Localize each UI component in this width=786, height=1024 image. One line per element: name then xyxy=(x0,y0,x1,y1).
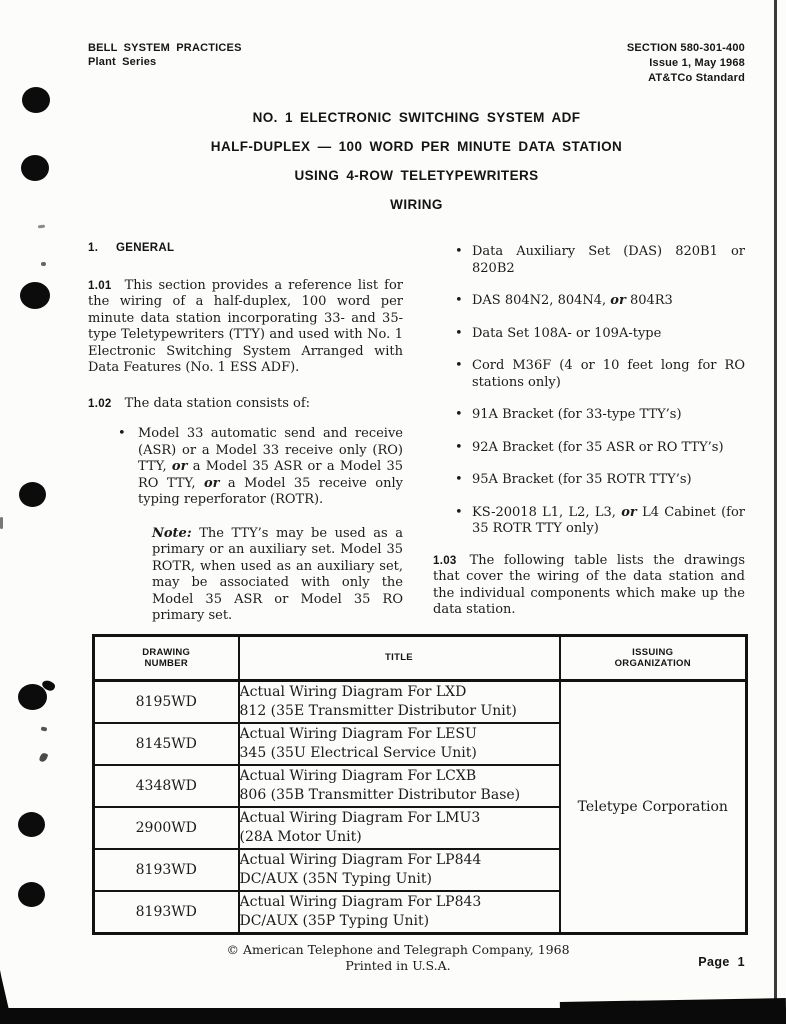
scan-speck xyxy=(38,225,45,229)
table-row xyxy=(94,681,747,724)
publisher-series: Plant Series xyxy=(88,56,157,68)
cell-title: Actual Wiring Diagram For LESU 345 (35U Electrical Service Unit) xyxy=(239,723,560,765)
paragraph-1-02 xyxy=(88,396,403,413)
cell-title: Actual Wiring Diagram For LP844 DC/AUX (35N Typing Unit) xyxy=(239,849,560,891)
cell-drawing-number: 8195WD xyxy=(94,681,239,724)
paragraph-text: The following table lists the drawings that cover the wiring of the data station and the individual components which make up the data station. xyxy=(433,552,745,617)
cell-drawing-number: 4348WD xyxy=(94,765,239,807)
section-heading xyxy=(88,240,403,257)
cell-drawing-number: 8193WD xyxy=(94,849,239,891)
issue-date: Issue 1, May 1968 xyxy=(649,57,745,69)
section-number: SECTION 580-301-400 xyxy=(626,42,745,54)
list-item xyxy=(433,505,745,538)
list-item-text: 91A Bracket (for 33-type TTY’s) xyxy=(472,407,682,422)
publisher-title: BELL SYSTEM PRACTICES xyxy=(88,42,242,54)
punch-hole-mark xyxy=(19,482,46,507)
paragraph-number: 1.02 xyxy=(88,397,112,410)
punch-hole-mark xyxy=(18,684,47,710)
right-column xyxy=(433,240,745,619)
bullet-icon: • xyxy=(118,426,126,441)
list-item-text: Data Set 108A- or 109A-type xyxy=(472,325,662,341)
punch-hole-mark xyxy=(20,282,50,309)
column-header-issuing-organization: ISSUING ORGANIZATION xyxy=(560,636,747,681)
masthead-left xyxy=(88,41,242,69)
section-heading-text: GENERAL xyxy=(116,242,175,254)
list-item-text: Data Auxiliary Set (DAS) 820B1 or 820B2 xyxy=(472,244,745,276)
title-line-1: NO. 1 ELECTRONIC SWITCHING SYSTEM ADF xyxy=(252,110,581,125)
list-item xyxy=(433,440,745,457)
title-line-2: HALF-DUPLEX — 100 WORD PER MINUTE DATA STATION xyxy=(210,139,623,154)
note-block xyxy=(152,526,403,625)
paragraph-1-01 xyxy=(88,278,403,377)
scan-speck xyxy=(41,262,46,266)
left-column xyxy=(88,240,403,625)
masthead-right xyxy=(627,41,745,86)
section-heading-number: 1. xyxy=(88,242,99,254)
page-number: Page 1 xyxy=(698,955,745,969)
list-item xyxy=(433,407,745,424)
list-item-text: 92A Bracket (for 35 ASR or RO TTY’s) xyxy=(472,439,724,455)
column-header-drawing-number: DRAWING NUMBER xyxy=(94,636,239,681)
cell-title: Actual Wiring Diagram For LCXB 806 (35B Transmitter Distributor Base) xyxy=(239,765,560,807)
scan-speck xyxy=(39,752,49,763)
bullet-icon: • xyxy=(455,293,463,308)
paragraph-number: 1.03 xyxy=(433,554,457,567)
scan-speck xyxy=(0,517,3,529)
page-edge-shadow-corner xyxy=(0,970,9,1010)
bullet-icon: • xyxy=(455,244,463,259)
page-edge-shadow-right xyxy=(774,0,777,1024)
list-item-text: DAS 804N2, 804N4, or 804R3 xyxy=(472,293,673,308)
paragraph-number: 1.01 xyxy=(88,279,112,292)
title-line-4: WIRING xyxy=(390,197,443,212)
list-item-text: Cord M36F (4 or 10 feet long for RO stations only) xyxy=(472,358,745,390)
copyright-line: © American Telephone and Telegraph Company, 1968 xyxy=(226,942,570,957)
list-item xyxy=(433,358,745,391)
table-header-row xyxy=(94,636,747,681)
cell-drawing-number: 8145WD xyxy=(94,723,239,765)
bullet-icon: • xyxy=(455,358,463,373)
cell-title: Actual Wiring Diagram For LMU3 (28A Motor Unit) xyxy=(239,807,560,849)
list-item xyxy=(88,426,403,509)
punch-hole-mark xyxy=(18,882,45,907)
cell-title: Actual Wiring Diagram For LP843 DC/AUX (35P Typing Unit) xyxy=(239,891,560,934)
printed-line: Printed in U.S.A. xyxy=(345,958,451,973)
scan-speck xyxy=(41,726,48,731)
standard-label: AT&TCo Standard xyxy=(648,72,745,84)
list-item xyxy=(433,293,745,310)
list-item xyxy=(433,326,745,343)
punch-hole-mark xyxy=(18,812,45,837)
bullet-icon: • xyxy=(455,325,463,341)
title-line-3: USING 4-ROW TELETYPEWRITERS xyxy=(294,168,539,183)
document-title xyxy=(88,110,745,226)
bullet-icon: • xyxy=(455,472,463,487)
cell-issuing-organization: Teletype Corporation xyxy=(560,681,747,934)
paragraph-1-03 xyxy=(433,553,745,619)
cell-drawing-number: 8193WD xyxy=(94,891,239,934)
paragraph-text: The data station consists of: xyxy=(124,395,311,411)
paragraph-text: This section provides a reference list for the wiring of a half-duplex, 100 word per minute data station incorporating 33- and 35-type Teletypewriters (TTY) and used with No. 1 Electronic Switching System Arranged with Data Features (No. 1 ESS ADF). xyxy=(88,277,403,375)
punch-hole-mark xyxy=(22,87,50,113)
punch-hole-mark xyxy=(21,155,49,181)
column-header-title: TITLE xyxy=(239,636,560,681)
list-item xyxy=(433,472,745,489)
list-item-text: 95A Bracket (for 35 ROTR TTY’s) xyxy=(472,472,692,487)
drawings-table xyxy=(92,634,748,935)
list-item-text: KS-20018 L1, L2, L3, or L4 Cabinet (for 35 ROTR TTY only) xyxy=(472,504,745,536)
cell-drawing-number: 2900WD xyxy=(94,807,239,849)
page-edge-shadow-bottom xyxy=(0,1008,786,1024)
list-item-text: Model 33 automatic send and receive (ASR) or a Model 33 receive only (RO) TTY, or a Model 35 ASR or a Model 35 RO TTY, or a Model 35 receive only typing reperforator (ROTR). xyxy=(138,426,403,507)
cell-title: Actual Wiring Diagram For LXD 812 (35E Transmitter Distributor Unit) xyxy=(239,681,560,724)
bullet-icon: • xyxy=(455,439,463,455)
bullet-icon: • xyxy=(455,407,463,422)
list-item xyxy=(433,244,745,277)
page-footer xyxy=(88,942,708,974)
bullet-icon: • xyxy=(455,504,463,520)
note-text: Note: The TTY’s may be used as a primary or an auxiliary set. Model 35 ROTR, when used as an auxiliary set, may be associated with only the Model 35 ASR or Model 35 RO primary set. xyxy=(152,525,403,623)
